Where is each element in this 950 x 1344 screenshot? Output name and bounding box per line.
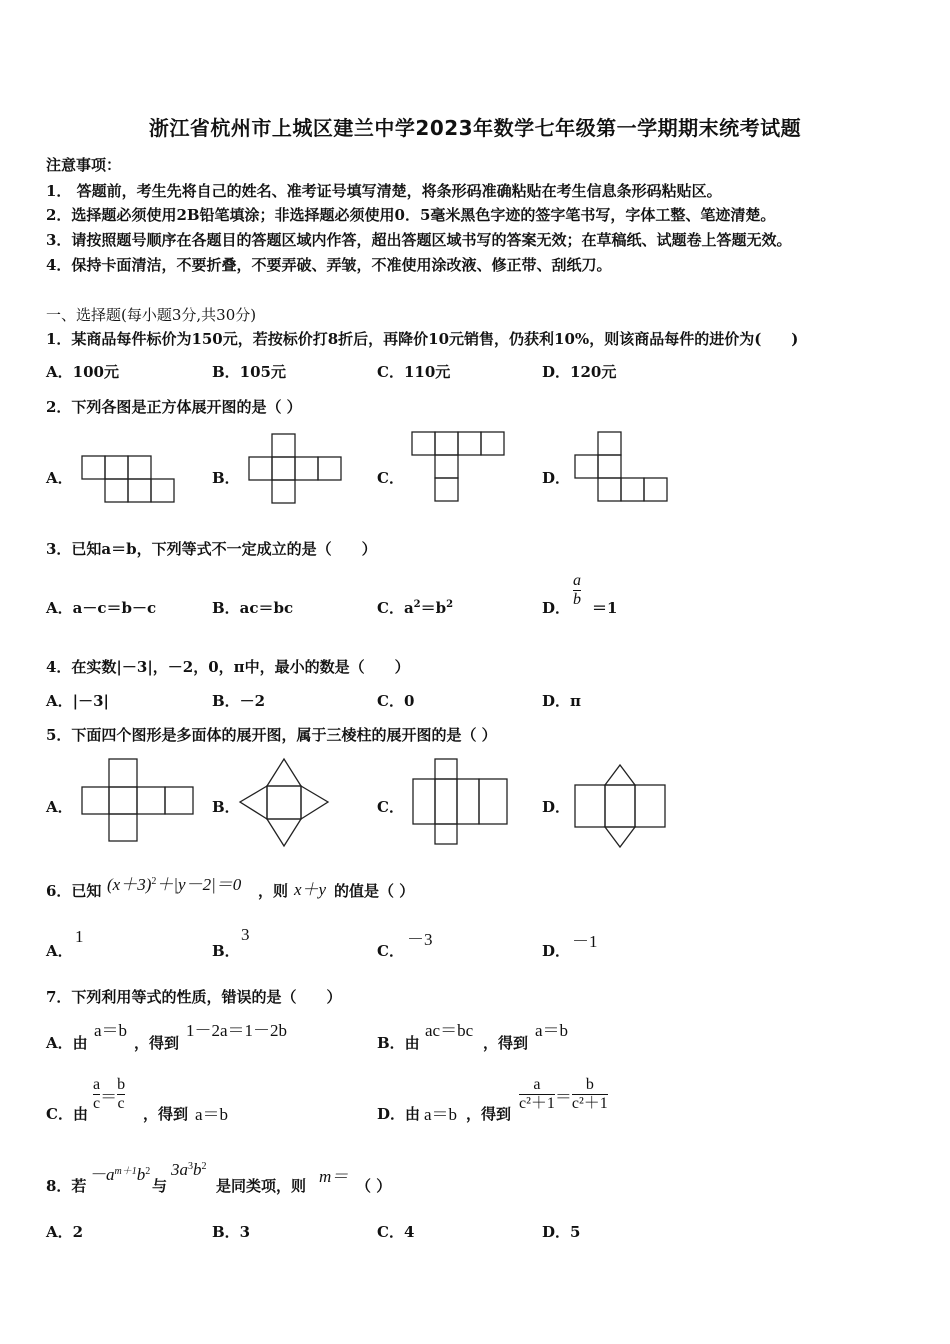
q7-option-b[interactable]: B．由 — [377, 1034, 420, 1052]
q6-value-b: 3 — [241, 925, 250, 944]
q2-option-d[interactable]: D． — [542, 469, 571, 487]
q6-expression: $(x+3)^2+|y-2|=0$ — [107, 875, 242, 894]
q7-c-mid: ，得到 — [143, 1105, 189, 1123]
question-6-prefix: 6．已知 — [46, 882, 102, 900]
q5-figure-b — [238, 757, 332, 849]
q8-option-c[interactable]: C．4 — [377, 1223, 415, 1241]
question-4-stem: 4．在实数|－3|，－2，0，π中，最小的数是（ ） — [46, 658, 410, 676]
q4-option-d[interactable]: D．π — [542, 692, 581, 710]
q4-option-b[interactable]: B．－2 — [212, 692, 266, 710]
q7-b-mid: ，得到 — [483, 1034, 529, 1052]
notice-item: 2．选择题必须使用2B铅笔填涂；非选择题必须使用0．5毫米黑色字迹的签字笔书写，字体工整、笔迹清楚。 — [46, 206, 776, 224]
q7-b-eq2: a＝b — [535, 1021, 569, 1040]
notice-item: 3．请按照题号顺序在各题目的答题区域内作答，超出答题区域书写的答案无效；在草稿纸、试题卷上答题无效。 — [46, 231, 792, 249]
q2-figure-c — [410, 430, 506, 502]
question-2-stem: 2．下列各图是正方体展开图的是（ ） — [46, 398, 302, 416]
q6-value-a: 1 — [75, 927, 84, 946]
q3-option-d-tail: ＝1 — [592, 599, 618, 617]
q8-variable: m＝ — [319, 1167, 349, 1186]
q7-b-eq1: ac＝bc — [425, 1021, 474, 1040]
q6-option-a[interactable]: A． — [46, 942, 73, 960]
q1-option-b[interactable]: B．105元 — [212, 363, 286, 381]
question-5-stem: 5．下面四个图形是多面体的展开图，属于三棱柱的展开图的是（ ） — [46, 726, 497, 744]
notice-heading: 注意事项： — [46, 156, 122, 174]
q6-mid-text: ，则 — [258, 882, 289, 900]
q5-option-a[interactable]: A． — [46, 798, 73, 816]
section-heading: 一、选择题(每小题3分,共30分) — [46, 306, 257, 324]
q2-figure-b — [247, 432, 343, 504]
question-7-stem: 7．下列利用等式的性质，错误的是（ ） — [46, 988, 342, 1006]
q6-option-d[interactable]: D． — [542, 942, 571, 960]
q8-mid-1: 与 — [152, 1177, 168, 1195]
q1-option-d[interactable]: D．120元 — [542, 363, 617, 381]
q3-option-d-fraction: $\frac{a}{b}$ — [573, 572, 581, 609]
q3-option-a[interactable]: A．a－c＝b－c — [46, 599, 157, 617]
q5-figure-a — [80, 757, 196, 843]
q6-value-d: －1 — [572, 932, 598, 951]
q7-a-eq2: 1－2a＝1－2b — [186, 1021, 288, 1040]
q2-figure-d — [573, 430, 669, 502]
q2-option-c[interactable]: C． — [377, 469, 404, 487]
q4-option-a[interactable]: A．|－3| — [46, 692, 109, 710]
question-3-stem: 3．已知a＝b，下列等式不一定成立的是（ ） — [46, 540, 377, 558]
q7-c-eq2: a＝b — [195, 1105, 229, 1124]
q4-option-c[interactable]: C．0 — [377, 692, 415, 710]
q2-option-b[interactable]: B． — [212, 469, 240, 487]
q1-option-c[interactable]: C．110元 — [377, 363, 451, 381]
notice-item: 1． 答题前，考生先将自己的姓名、准考证号填写清楚，将条形码准确粘贴在考生信息条形码粘贴区。 — [46, 182, 722, 200]
q2-figure-a — [80, 454, 176, 504]
q6-option-c[interactable]: C． — [377, 942, 404, 960]
q7-a-mid: ，得到 — [134, 1034, 180, 1052]
q5-option-d[interactable]: D． — [542, 798, 571, 816]
q6-value-c: －3 — [407, 930, 433, 949]
q6-suffix: 的值是（ ） — [334, 882, 415, 900]
q5-option-b[interactable]: B． — [212, 798, 240, 816]
q2-option-a[interactable]: A． — [46, 469, 73, 487]
q3-option-b[interactable]: B．ac＝bc — [212, 599, 294, 617]
q8-option-b[interactable]: B．3 — [212, 1223, 251, 1241]
q8-option-a[interactable]: A．2 — [46, 1223, 84, 1241]
q8-term-1: $-a^{m+1}b^2$ — [89, 1165, 151, 1184]
question-8-prefix: 8．若 — [46, 1177, 87, 1195]
q6-option-b[interactable]: B． — [212, 942, 240, 960]
q7-a-eq1: a＝b — [94, 1021, 128, 1040]
q5-option-c[interactable]: C． — [377, 798, 404, 816]
q1-option-a[interactable]: A．100元 — [46, 363, 119, 381]
q7-d-eq1: a＝b — [424, 1105, 458, 1124]
q7-c-fraction: $\frac{a}{c}$ ＝ $\frac{b}{c}$ — [93, 1076, 126, 1113]
q3-option-d-label[interactable]: D． — [542, 599, 571, 617]
page-title: 浙江省杭州市上城区建兰中学2023年数学七年级第一学期期末统考试题 — [148, 116, 802, 140]
q7-option-d[interactable]: D．由 — [377, 1105, 421, 1123]
q5-figure-d — [573, 763, 669, 853]
q3-option-c[interactable]: C．$a^2=b^2$ — [377, 599, 454, 617]
notice-item: 4．保持卡面清洁，不要折叠，不要弄破、弄皱，不准使用涂改液、修正带、刮纸刀。 — [46, 256, 612, 274]
q8-term-2: $3a^3b^2$ — [171, 1160, 207, 1179]
q7-option-a[interactable]: A．由 — [46, 1034, 88, 1052]
q8-option-d[interactable]: D．5 — [542, 1223, 581, 1241]
q8-mid-2: 是同类项，则 — [216, 1177, 307, 1195]
q7-d-mid: ，得到 — [466, 1105, 512, 1123]
q7-option-c[interactable]: C．由 — [46, 1105, 88, 1123]
q5-figure-c — [411, 757, 511, 847]
q6-target: x＋y — [294, 880, 327, 899]
q8-suffix: （ ） — [356, 1177, 392, 1195]
question-1-stem: 1．某商品每件标价为150元，若按标价打8折后，再降价10元销售，仍获利10%，则该商品每件的进价为( ) — [46, 330, 799, 348]
q7-d-fraction: $\frac{a}{\text{c²＋1}}$ ＝ $\frac{b}{\text{c²＋1}}$ — [519, 1076, 608, 1113]
